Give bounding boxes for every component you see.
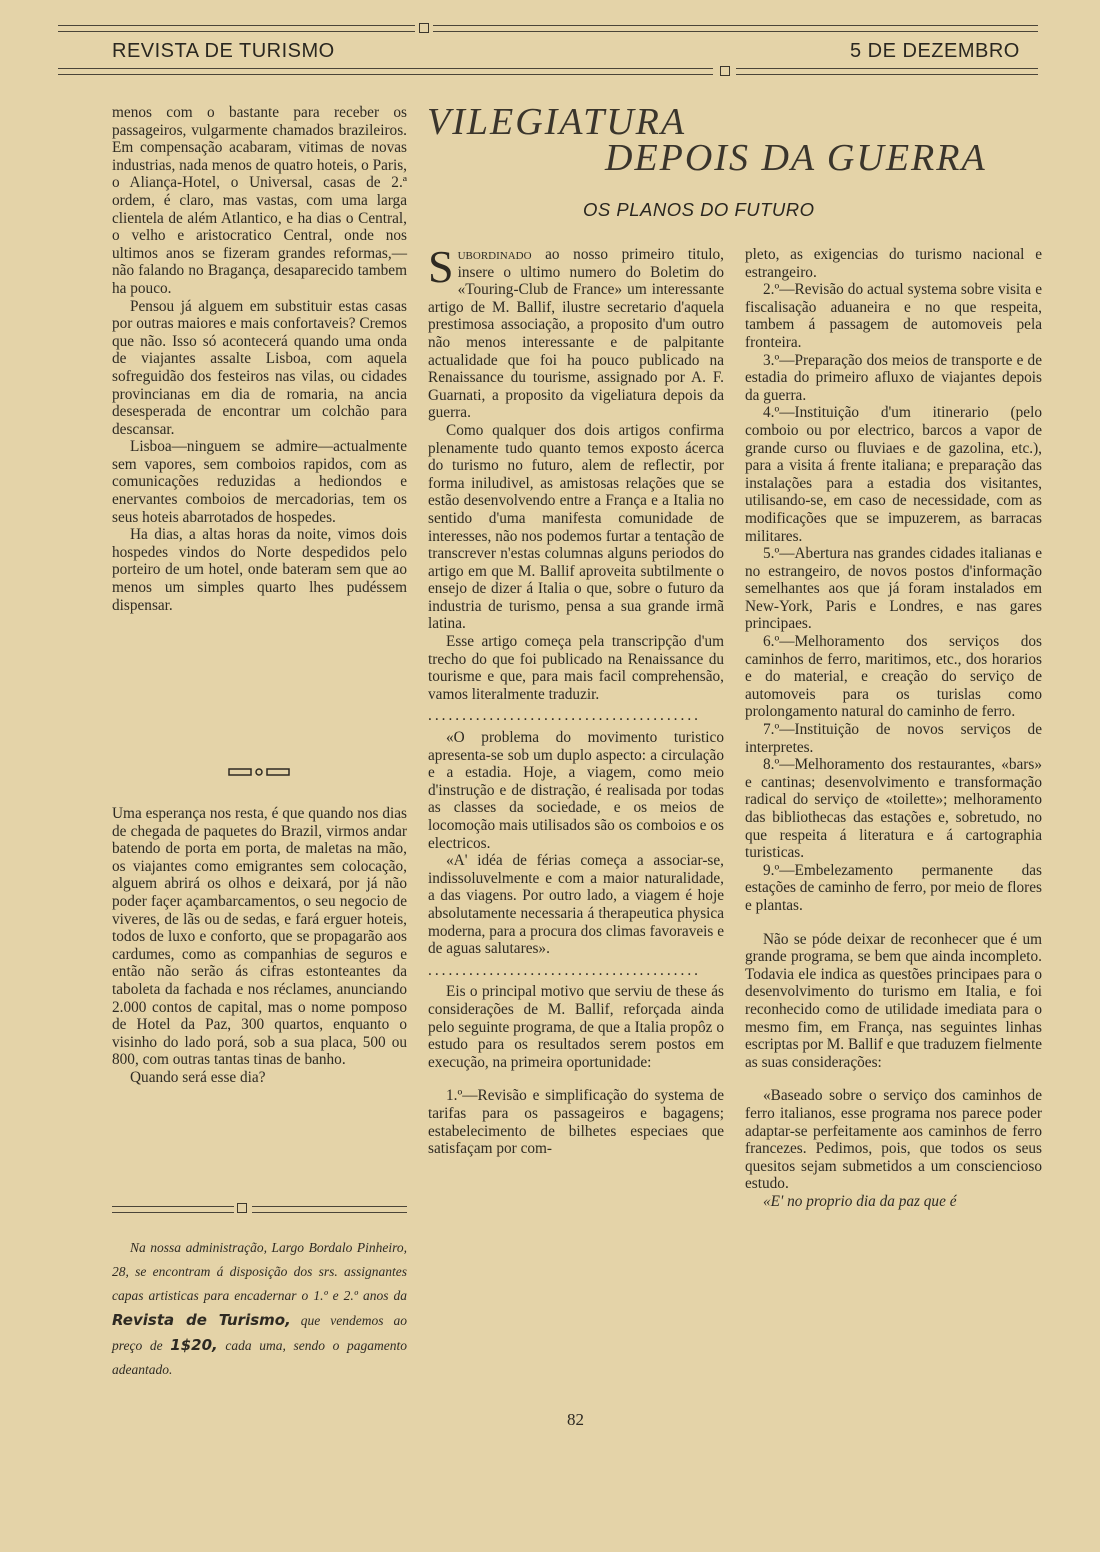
program-item-4: 4.º—Instituição d'um itinerario (pelo comboio ou por electrico, barcos a vapor de grande curso ou fluviaes e de gazolina, etc.), para a visita á frente italiana; e preparação das instalações para a estadia dos visitantes, utilisando-se, em caso de necessidade, com as modificações que se impuzerem, as barracas militares. [745,404,1042,545]
program-item-1: 1.º—Revisão e simplificação do systema de tarifas para os passageiros e bagagens; estabelecimento de bilhetes especiaes que satisfaçam por com- [428,1087,724,1158]
program-item-5: 5.º—Abertura nas grandes cidades italianas e no estrangeiro, de novos postos d'informação semelhantes aos que já foram instalados em New-York, Paris e Londres, e nas gares principaes. [745,545,1042,633]
header-rule-left [58,68,713,75]
middle-column [428,241,724,1158]
quote-paragraph-2: «A' idéa de férias começa a associar-se, indissoluvelmente e com a maior naturalidade, a das viagens. Por outro lado, a viagem é hoje absolutamente necessaria á therapeutica physica moderna, para a procura dos climas favoraveis e de aguas salutares». [428,852,724,958]
program-item-2: 2.º—Revisão do actual systema sobre visita e fiscalisação aduaneira e no que respeita, tambem á passagem de automoveis pela fronteira. [745,281,1042,351]
left-paragraph-5: Uma esperança nos resta, é que quando nos dias de chegada de paquetes do Brazil, virmos andar batendo de porta em porta, de maletas na mão, os viajantes como emigrantes sem colocação, alguem abrirá os olhos e deixará, por já não poder façer açambarcamentos, o seu negocio de viveres, de lãs ou de sedas, e fará erguer hoteis, todos de luxo e conforto, que se propagarão aos cardumes, como as companhias de seguros e então não serão ás cifras estonteantes da taboleta da fachada e nos réclames, anunciando 2.000 contos de capital, mas o nome pomposo de Hotel da Paz, 300 quartos, enquanto o visinho do lado porá, sob a sua placa, 500 ou 800, com outras tantas tinas de banho. [112,805,407,1069]
quote-paragraph-1: «O problema do movimento turistico apresenta-se sob um duplo aspecto: a circulação e a estadia. Hoje, a viagem, como meio d'instrução e de distração, é realisada por todas as classes da sociedade, e os meios de locomoção mais utilisados são os comboios e os electricos. [428,729,724,852]
program-item-7: 7.º—Instituição de novos serviços de interpretes. [745,721,1042,756]
page-number: 82 [567,1410,584,1429]
left-column [112,104,407,614]
first-word: ubordinado [457,246,532,263]
article-subtitle: OS PLANOS DO FUTURO [583,199,815,220]
right-paragraph-1: pleto, as exigencias do turismo nacional e estrangeiro. [745,246,1042,281]
header-title: REVISTA DE TURISMO [112,40,335,62]
notice-rule-right [252,1206,407,1213]
administration-notice [112,1236,407,1382]
ornament-square-notice [237,1203,247,1213]
notice-text-after: cada uma, sendo o pagamento adeantado. [112,1338,408,1377]
top-rule-right [433,25,1038,32]
notice-magazine-title: Revista de Turismo, [112,1311,291,1329]
program-item-8: 8.º—Melhoramento dos restaurantes, «bars» e cantinas; desenvolvimento e transformação radical do serviço de «toilette»; melhoramento das bibliothecas das estações e, sobretudo, no que respeita á literatura e á cartographia turisticas. [745,756,1042,862]
right-quote-1: «Baseado sobre o serviço dos caminhos de ferro italianos, esse programa nos parece poder adaptar-se perfeitamente aos caminhos de ferro francezes. Pedimos, pois, que todos os seus quesitos sejam submetidos a um consciencioso estudo. [745,1087,1042,1193]
ornamental-divider [228,766,290,778]
right-paragraph-conclusion: Não se póde deixar de reconhecer que é um grande programa, se bem que ainda incompleto. Todavia ele indica as questões principaes para o desenvolvimento do turismo em Italia, e foi reconhecido como de utilidade imediata para o mesmo fim, em França, nas seguintes linhas escriptas por M. Ballif e que traduzem fielmente as suas considerações: [745,930,1042,1071]
article-title-line-1: VILEGIATURA [427,101,687,143]
header-rule-right [736,68,1038,75]
notice-price: 1$20, [170,1336,218,1354]
article-title-line-2: DEPOIS DA GUERRA [605,137,987,179]
drop-cap: S [428,241,454,292]
header-date: 5 DE DEZEMBRO [850,40,1020,62]
left-paragraph-1: menos com o bastante para receber os passageiros, vulgarmente chamados brazileiros. Em compensação acabaram, vitimas de novas industrias, nada menos de quatro hoteis, o Paris, o Aliança-Hotel, o Universal, casas de 2.ª ordem, é claro, mas vastas, com uma larga clientela de além Atlantico, e ha dias o Central, o velho e aristocratico Central, onde nos ultimos anos se fizeram grandes reformas,—não falando no Bragança, desaparecido tambem ha pouco. [112,104,407,297]
left-paragraph-2: Pensou já alguem em substituir estas casas por outras maiores e mais confortaveis? Cremos que não. Isso só acontecerá quando uma onda de viajantes assalte Lisboa, com aquela sofreguidão dos festeiros nas vilas, ou cidades provincianas em dia de romaria, na ancia desesperada de encontrar um colchão para descansar. [112,297,407,438]
notice-rule-left [112,1206,234,1213]
dotted-separator-1: ........................................ [428,707,701,725]
middle-paragraph-2: Como qualquer dos dois artigos confirma plenamente tudo quanto temos exposto ácerca do turismo no futuro, alem de reflectir, por forma iniludivel, as amistosas relações que se estão desenvolvendo entre a França e a Italia no sentido d'uma manifesta comunidade de interesses, não nos podemos furtar a tentação de transcrever n'estas columnas alguns periodos do artigo em que M. Ballif aproveita subtilmente o ensejo de dizer á Italia o que, sobre o futuro da industria de turismo, pensa a sua grande irmã latina. [428,421,724,633]
left-paragraph-6: Quando será esse dia? [130,1068,266,1086]
ornament-square-top [419,23,429,33]
program-item-9: 9.º—Embelezamento permanente das estações de caminho de ferro, por meio de flores e plantas. [745,861,1042,914]
middle-paragraph-1: ao nosso primeiro titulo, insere o ultimo numero do Boletim do «Touring-Club de France» um interessante artigo de M. Ballif, ilustre secretario d'aquela prestimosa associação, a proposito d'um outro não menos interessante e de palpitante actualidade que foi ha pouco publicado na Renaissance du tourisme, assignado por A. F. Guarnati, a proposito da vigeliatura depois da guerra. [428,246,724,422]
right-column [745,246,1042,1210]
notice-text-middle: que vendemos ao preço de [112,1313,407,1353]
left-paragraph-4: Ha dias, a altas horas da noite, vimos dois hospedes vindos do Norte despedidos pelo porteiro de um hotel, onde bateram sem que ao menos um simples quarto lhes pudéssem dispensar. [112,526,407,614]
program-item-6: 6.º—Melhoramento dos serviços dos caminhos de ferro, maritimos, etc., dos horarios e do material, e creação do serviço de automoveis para os turislas como prolongamento natural do caminho de ferro. [745,633,1042,721]
dotted-separator-2: ........................................ [428,961,701,979]
middle-paragraph-3: Esse artigo começa pela transcripção d'um trecho do que foi publicado na Renaissance du tourisme e que, para mais facil comprehensão, vamos literalmente traduzir. [428,633,724,703]
middle-paragraph-4: Eis o principal motivo que serviu de these ás considerações de M. Ballif, reforçada ainda pelo seguinte programa, de que a Italia propôz o estudo para os resultados serem postos em execução, na primeira oportunidade: [428,983,724,1071]
ornament-square-header [720,66,730,76]
left-paragraph-3: Lisboa—ninguem se admire—actualmente sem vapores, sem comboios rapidos, com as comunicações reduzidas a hediondos e enervantes comboios de mercadorias, tem os seus hoteis abarrotados de hospedes. [112,438,407,526]
right-quote-2: «E' no proprio dia da paz que é [763,1192,957,1210]
top-rule-left [58,25,415,32]
notice-text-before: Na nossa administração, Largo Bordalo Pinheiro, 28, se encontram á disposição dos srs. assignantes capas artisticas para encadernar o 1.º e 2.º anos da [112,1240,407,1303]
program-item-3: 3.º—Preparação dos meios de transporte e de estadia do primeiro afluxo de viajantes depois da guerra. [745,351,1042,404]
left-column-continued [112,805,407,1087]
